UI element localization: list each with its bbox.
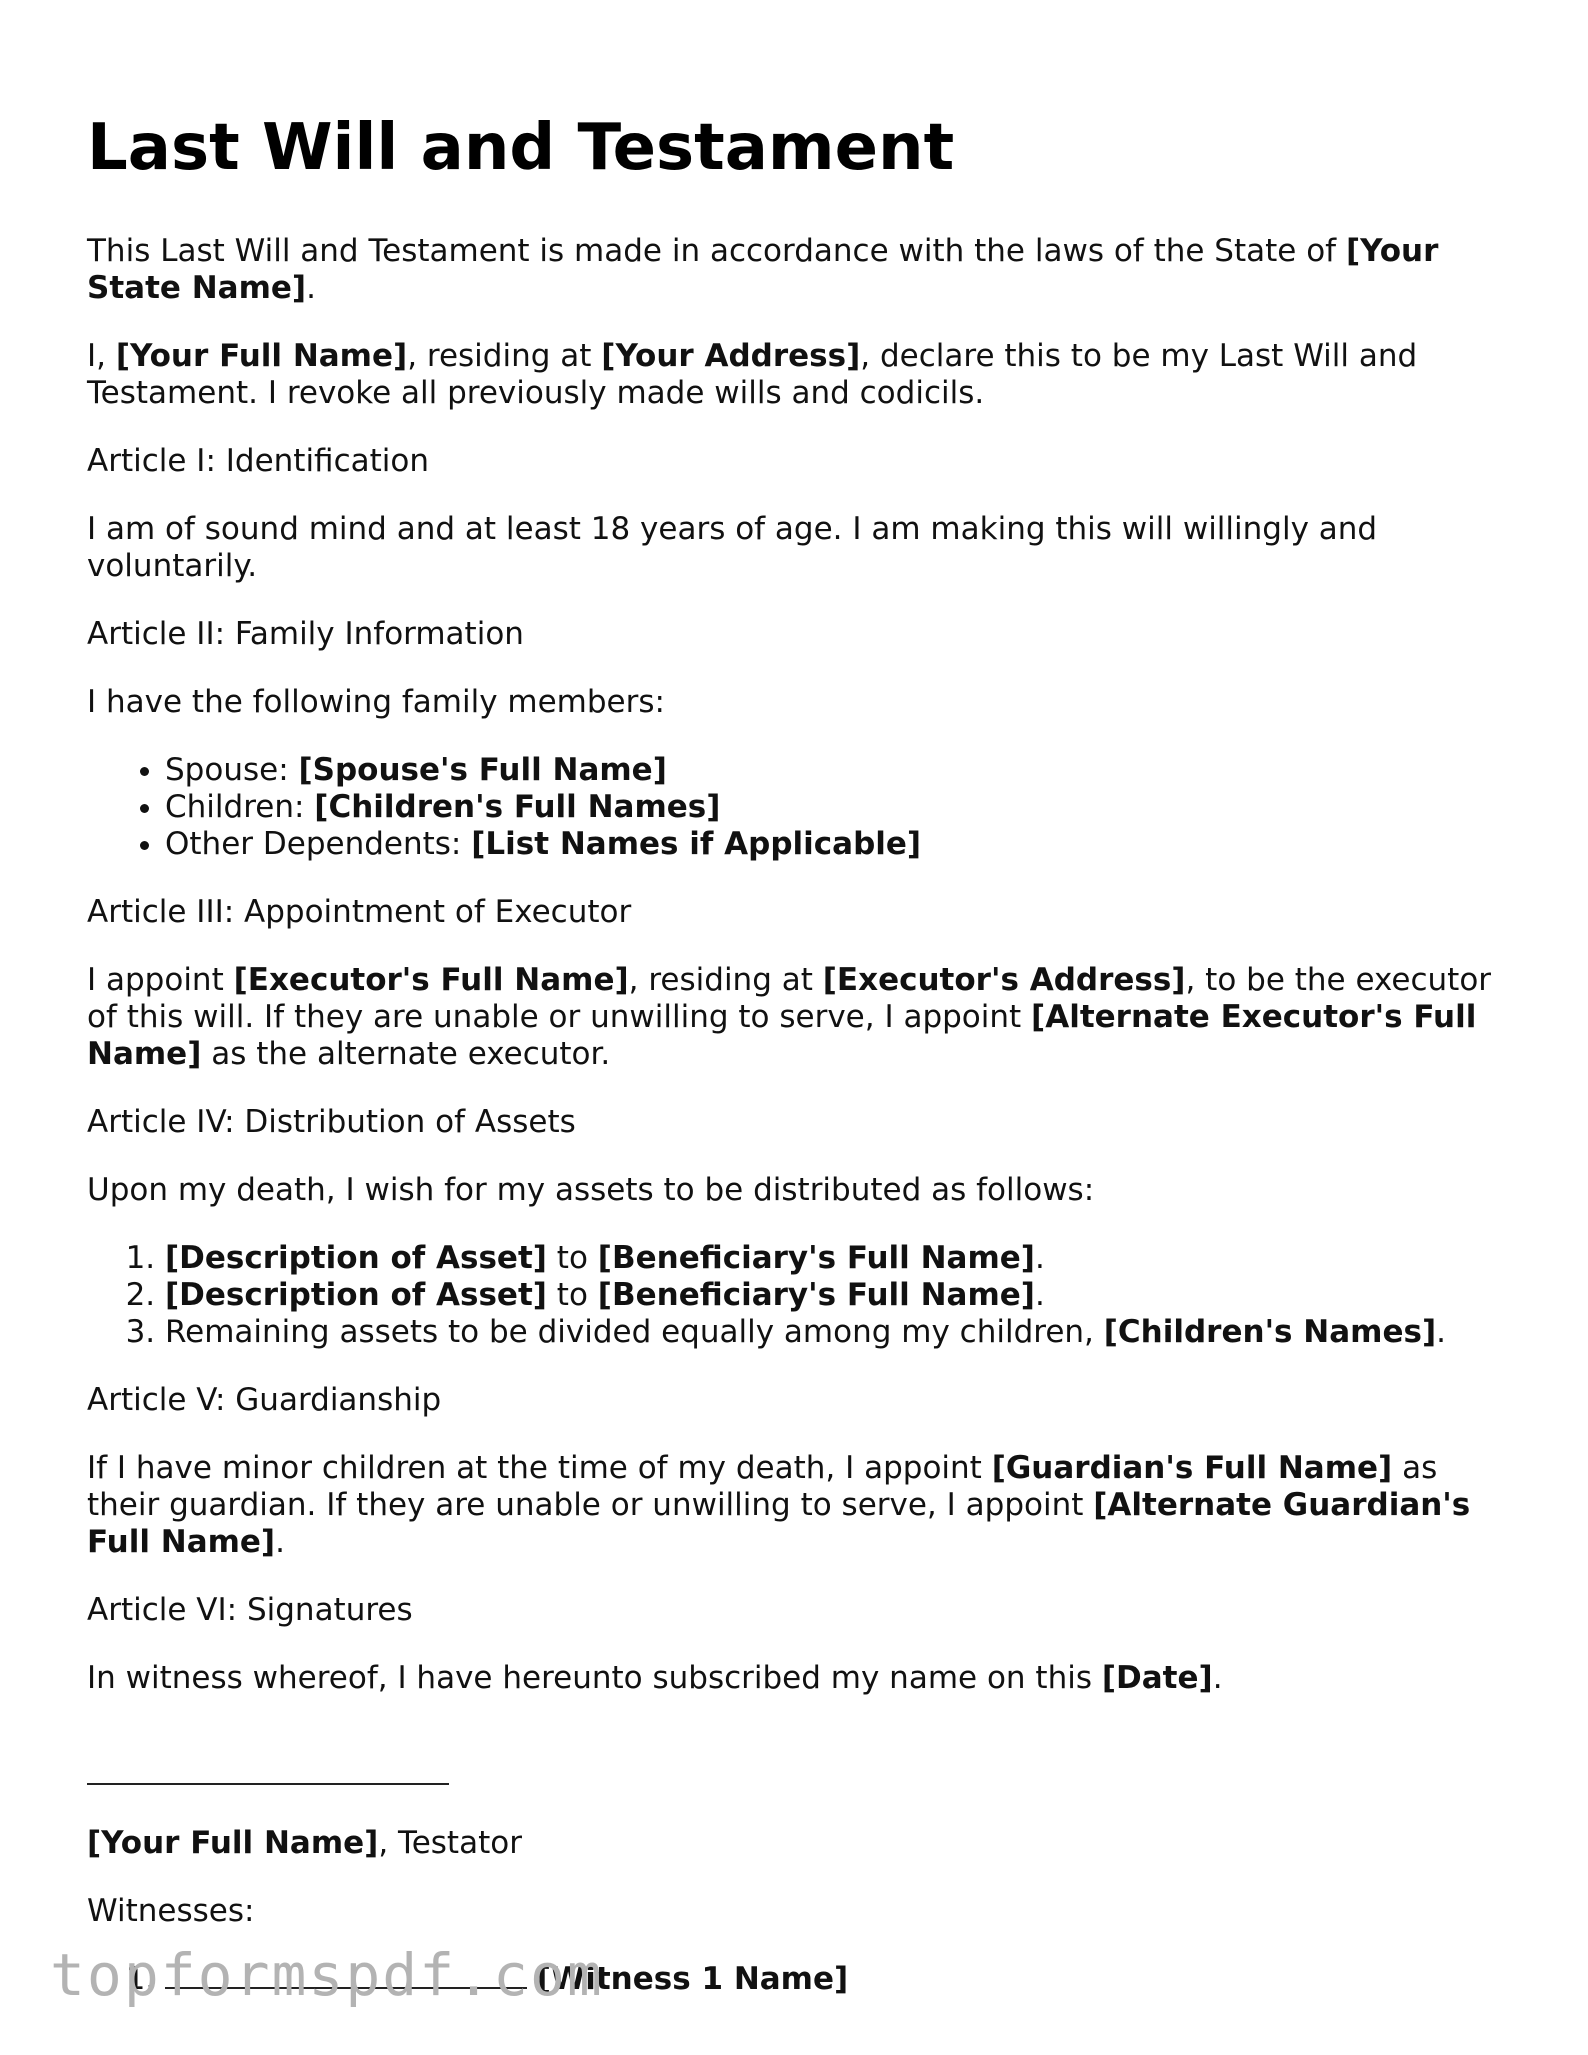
witness-name-placeholder: [Witness 1 Name] [536, 1961, 849, 1997]
article-1-heading: Article I: Identification [87, 443, 429, 479]
article-6-text-2: . [1212, 1660, 1223, 1696]
article-6-text [87, 1660, 1517, 1697]
asset-to: to [546, 1277, 598, 1313]
article-3-text-2: , residing at [628, 962, 823, 998]
remaining-assets-text: Remaining assets to be divided equally among my children, [165, 1314, 1104, 1350]
article-3-text-4: as the alternate executor. [201, 1036, 611, 1072]
article-3-heading: Article III: Appointment of Executor [87, 894, 632, 930]
asset-to: to [546, 1240, 598, 1276]
dependents-placeholder: [List Names if Applicable] [471, 826, 922, 862]
article-5-text [87, 1450, 1517, 1561]
family-label: Children: [165, 789, 315, 825]
article-5-text-2: as their guardian. If they are unable or unwilling to serve, I appoint [87, 1450, 1438, 1523]
article-1-text: I am of sound mind and at least 18 years of age. I am making this will willingly and voluntarily. [87, 511, 1378, 584]
spouse-placeholder: [Spouse's Full Name] [298, 752, 667, 788]
beneficiary-placeholder: [Beneficiary's Full Name] [597, 1240, 1035, 1276]
article-5-text-3: . [275, 1524, 285, 1560]
executor-placeholder: [Executor's Full Name] [233, 962, 629, 998]
full-name-placeholder: [Your Full Name] [115, 338, 408, 374]
family-label: Other Dependents: [165, 826, 472, 862]
article-6-text-1: In witness whereof, I have hereunto subscribed my name on this [87, 1660, 1102, 1696]
intro-end: . [306, 270, 316, 306]
list-item [165, 1240, 1517, 1277]
article-4-heading: Article IV: Distribution of Assets [87, 1104, 576, 1140]
watermark: topformspdf.com [50, 1941, 604, 2009]
article-5-heading: Article V: Guardianship [87, 1382, 442, 1418]
family-members-list [87, 752, 1517, 863]
article-2-heading: Article II: Family Information [87, 616, 524, 652]
family-label: Spouse: [165, 752, 299, 788]
asset-end: . [1034, 1277, 1045, 1313]
testator-name-placeholder: [Your Full Name] [87, 1825, 379, 1861]
article-6-heading: Article VI: Signatures [87, 1592, 413, 1628]
article-2-intro: I have the following family members: [87, 684, 665, 720]
state-placeholder: [Your State Name] [87, 233, 1439, 306]
asset-end: . [1034, 1240, 1045, 1276]
will-document [87, 108, 1517, 2029]
alternate-executor-placeholder: [Alternate Executor's Full Name] [87, 999, 1477, 1072]
children-placeholder: [Children's Full Names] [314, 789, 721, 825]
remaining-assets-end: . [1436, 1314, 1446, 1350]
asset-distribution-list [87, 1240, 1517, 1351]
list-item [165, 752, 1517, 789]
children-names-placeholder: [Children's Names] [1103, 1314, 1437, 1350]
address-placeholder: [Your Address] [601, 338, 861, 374]
declaration-paragraph [87, 338, 1517, 412]
testator-name-line [87, 1825, 1517, 1862]
intro-text: This Last Will and Testament is made in accordance with the laws of the State of [87, 233, 1346, 269]
asset-placeholder: [Description of Asset] [165, 1277, 547, 1313]
executor-address-placeholder: [Executor's Address] [822, 962, 1186, 998]
article-4-intro: Upon my death, I wish for my assets to be distributed as follows: [87, 1172, 1095, 1208]
declaration-text-3: , declare this to be my Last Will and Testament. I revoke all previously made wills and codicils. [87, 338, 1418, 411]
alternate-guardian-placeholder: [Alternate Guardian's Full Name] [87, 1487, 1471, 1560]
asset-placeholder: [Description of Asset] [165, 1240, 547, 1276]
guardian-placeholder: [Guardian's Full Name] [991, 1450, 1393, 1486]
testator-signature-line [87, 1757, 1517, 1794]
testator-role: , Testator [378, 1825, 522, 1861]
list-item [165, 789, 1517, 826]
beneficiary-placeholder: [Beneficiary's Full Name] [597, 1277, 1035, 1313]
article-3-text [87, 962, 1517, 1073]
list-item [165, 1314, 1517, 1351]
article-3-text-1: I appoint [87, 962, 234, 998]
article-3-text-3: , to be the executor of this will. If they are unable or unwilling to serve, I appoint [87, 962, 1492, 1035]
article-5-text-1: If I have minor children at the time of my death, I appoint [87, 1450, 992, 1486]
list-item [165, 826, 1517, 863]
list-item [165, 1277, 1517, 1314]
declaration-text-1: I, [87, 338, 116, 374]
declaration-text-2: , residing at [407, 338, 602, 374]
witnesses-label: Witnesses: [87, 1893, 255, 1929]
intro-paragraph [87, 233, 1517, 307]
page-title: Last Will and Testament [87, 111, 955, 185]
signature-line [87, 1763, 449, 1785]
date-placeholder: [Date] [1101, 1660, 1213, 1696]
